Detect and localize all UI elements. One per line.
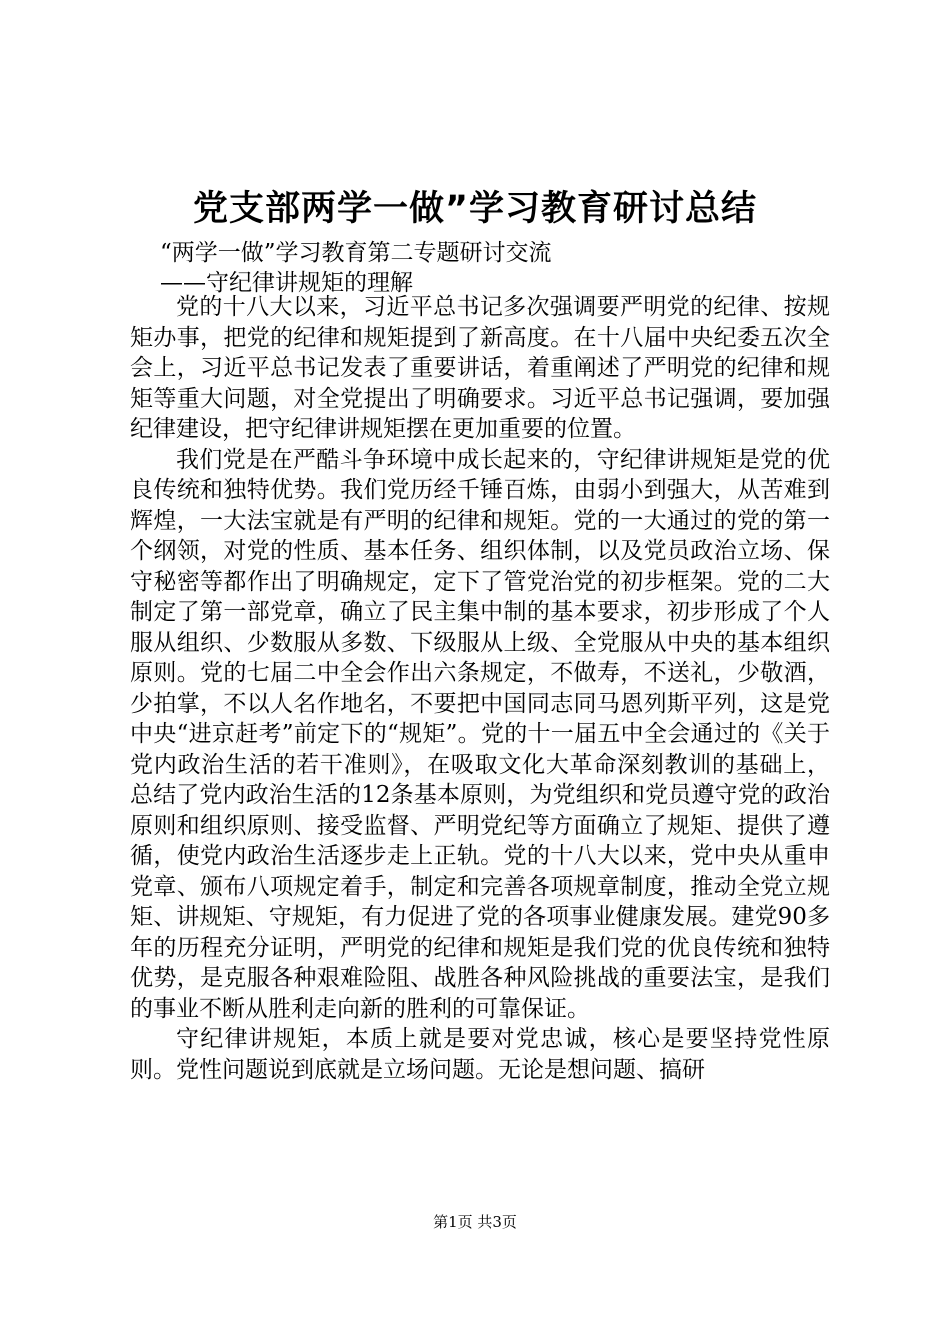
document-body xyxy=(130,292,830,1085)
document-title: 党支部两学一做”学习教育研讨总结 xyxy=(192,189,757,229)
page-number-footer: 第1页 共3页 xyxy=(433,1213,517,1231)
paragraph: 守纪律讲规矩，本质上就是要对党忠诚，核心是要坚持党性原则。党性问题说到底就是立场问题。无论是想问题、搞研 xyxy=(130,1026,830,1083)
paragraph: 我们党是在严酷斗争环境中成长起来的，守纪律讲规矩是党的优良传统和独特优势。我们党历经千锤百炼，由弱小到强大，从苦难到辉煌，一大法宝就是有严明的纪律和规矩。党的一大通过的党的第一个纲领，对党的性质、基本任务、组织体制，以及党员政治立场、保守秘密等都作出了明确规定，定下了管党治党的初步框架。党的二大制定了第一部党章，确立了民主集中制的基本要求，初步形成了个人服从组织、少数服从多数、下级服从上级、全党服从中央的基本组织原则。党的七届二中全会作出六条规定，不做寿，不送礼，少敬酒，少拍掌，不以人名作地名，不要把中国同志同马恩列斯平列，这是党中央“进京赶考”前定下的“规矩”。党的十一届五中全会通过的《关于党内政治生活的若干准则》，在吸取文化大革命深刻教训的基础上，总结了党内政治生活的12条基本原则，为党组织和党员遵守党的政治原则和组织原则、接受监督、严明党纪等方面确立了规矩、提供了遵循，使党内政治生活逐步走上正轨。党的十八大以来，党中央从重申党章、颁布八项规定着手，制定和完善各项规章制度，推动全党立规矩、讲规矩、守规矩，有力促进了党的各项事业健康发展。建党90多年的历程充分证明，严明党的纪律和规矩是我们党的优良传统和独特优势，是克服各种艰难险阻、战胜各种风险挑战的重要法宝，是我们的事业不断从胜利走向新的胜利的可靠保证。 xyxy=(130,446,830,1022)
paragraph: 党的十八大以来，习近平总书记多次强调要严明党的纪律、按规矩办事，把党的纪律和规矩提到了新高度。在十八届中央纪委五次全会上，习近平总书记发表了重要讲话，着重阐述了严明党的纪律和规矩等重大问题，对全党提出了明确要求。习近平总书记强调，要加强纪律建设，把守纪律讲规矩摆在更加重要的位置。 xyxy=(130,294,830,442)
document-subtitle-topic: ——守纪律讲规矩的理解 xyxy=(160,270,413,296)
document-subtitle: “两学一做”学习教育第二专题研讨交流 xyxy=(160,240,552,266)
